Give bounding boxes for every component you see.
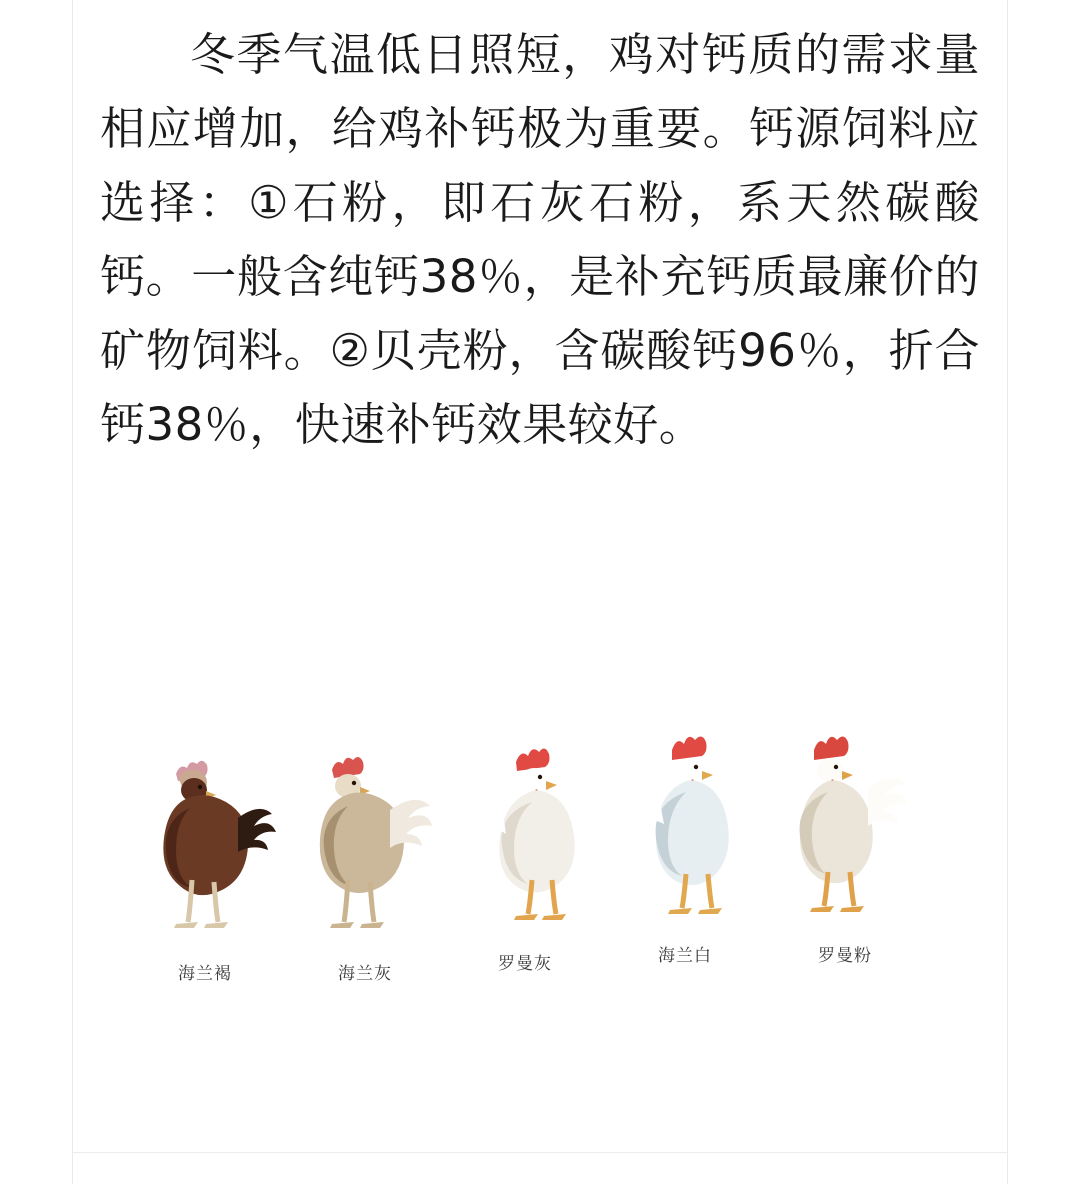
- breed-item: [130, 740, 280, 984]
- page-border-bottom: [72, 1152, 1008, 1153]
- breed-caption: 海兰灰: [338, 964, 392, 984]
- chicken-icon: [770, 722, 920, 937]
- chicken-icon: [130, 740, 280, 955]
- breed-caption: 罗曼粉: [818, 946, 872, 966]
- breed-caption: 海兰白: [658, 946, 712, 966]
- chicken-icon: [610, 722, 760, 937]
- breed-item: [450, 730, 600, 974]
- chicken-photo: [770, 722, 920, 937]
- chicken-icon: [450, 730, 600, 945]
- page-border-right: [1007, 0, 1008, 1184]
- page-border-left: [72, 0, 73, 1184]
- chicken-photo: [610, 722, 760, 937]
- chicken-photo: [290, 740, 440, 955]
- chicken-photo: [450, 730, 600, 945]
- breed-caption: 海兰褐: [178, 964, 232, 984]
- chicken-photo: [130, 740, 280, 955]
- breed-caption: 罗曼灰: [498, 954, 552, 974]
- breed-item: [290, 740, 440, 984]
- breed-gallery: [100, 700, 980, 984]
- breed-item: [770, 722, 920, 966]
- chicken-icon: [290, 740, 440, 955]
- body-paragraph: 冬季气温低日照短，鸡对钙质的需求量相应增加，给鸡补钙极为重要。钙源饲料应选择：①石粉，即石灰石粉，系天然碳酸钙。一般含纯钙38％，是补充钙质最廉价的矿物饲料。②贝壳粉，含碳酸钙96％，折合钙38％，快速补钙效果较好。: [100, 28, 980, 451]
- article-body: [100, 18, 980, 462]
- breed-item: [610, 722, 760, 966]
